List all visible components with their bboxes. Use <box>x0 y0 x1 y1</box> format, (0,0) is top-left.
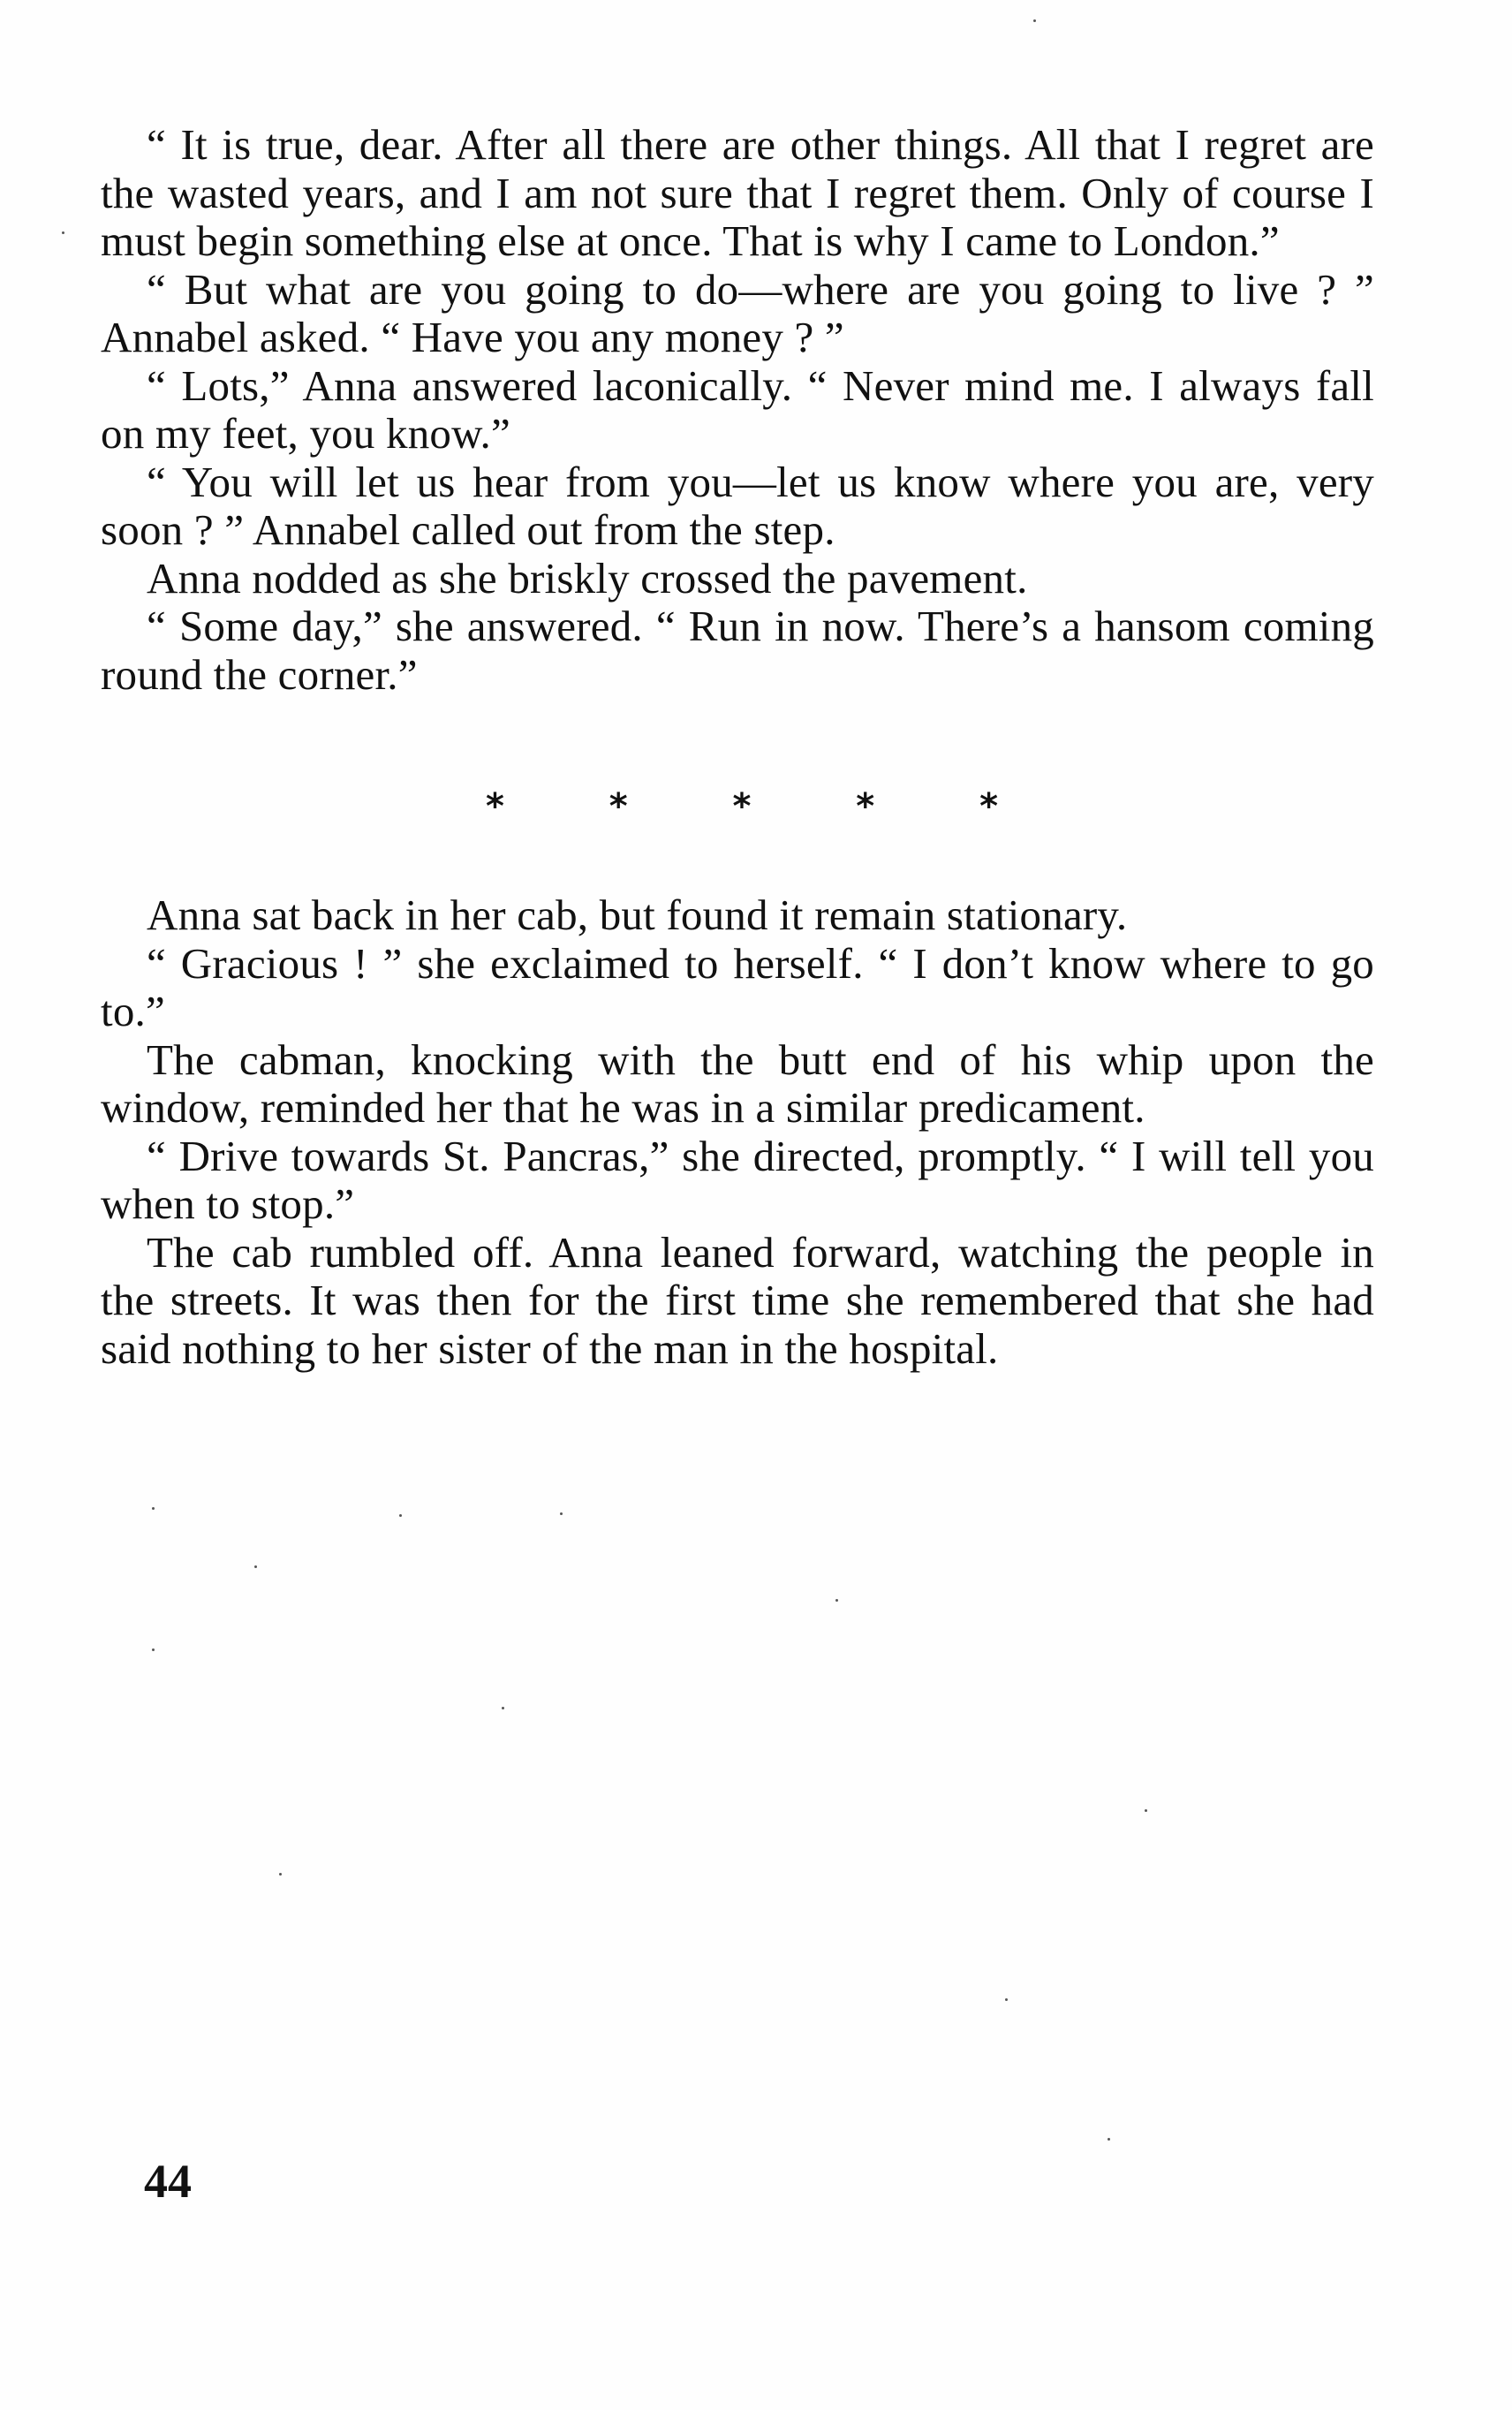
scan-speck <box>1005 1998 1008 2001</box>
scan-speck <box>502 1707 504 1709</box>
asterisk: * <box>732 786 752 827</box>
asterisk: * <box>979 786 998 827</box>
paragraph: “ It is true, dear. After all there are other things. All that I regret are the wasted years, and I am not sure that I regret them. Only of course I must begin something else at once. That is why I came to London.” <box>101 120 1374 265</box>
scan-speck <box>152 1648 155 1651</box>
section-break <box>486 786 998 827</box>
paragraph: The cab rumbled off. Anna leaned forward, watching the people in the streets. It was then for the first time she remembered that she had said nothing to her sister of the man in the hospital. <box>101 1227 1374 1373</box>
scan-speck <box>835 1599 838 1602</box>
scan-speck <box>399 1514 402 1517</box>
paragraph: “ Some day,” she answered. “ Run in now. There’s a hansom coming round the corner.” <box>101 602 1374 699</box>
scan-speck <box>1108 2138 1110 2141</box>
scan-speck <box>279 1873 282 1876</box>
scan-speck <box>560 1512 563 1515</box>
asterisk: * <box>486 786 504 827</box>
paragraph: “ Drive towards St. Pancras,” she directed, promptly. “ I will tell you when to stop.” <box>101 1131 1374 1228</box>
scan-speck <box>62 231 64 234</box>
scan-speck <box>152 1507 155 1510</box>
paragraph: The cabman, knocking with the butt end of his whip upon the window, reminded her that he was in a similar predicament. <box>101 1034 1374 1132</box>
paragraph: “ Gracious ! ” she exclaimed to herself. “ I don’t know where to go to.” <box>101 938 1374 1035</box>
paragraph: “ But what are you going to do—where are you going to live ? ” Annabel asked. “ Have you any money ? ” <box>101 264 1374 361</box>
text-block-before-break <box>101 121 1374 699</box>
scan-speck <box>1033 19 1036 22</box>
scan-speck <box>254 1565 257 1568</box>
paragraph: “ Lots,” Anna answered laconically. “ Never mind me. I always fall on my feet, you know.” <box>101 360 1374 458</box>
paragraph: Anna sat back in her cab, but found it remain stationary. <box>147 890 1128 939</box>
asterisk: * <box>856 786 875 827</box>
text-block-after-break <box>101 891 1374 1373</box>
paragraph: Anna nodded as she briskly crossed the pavement. <box>147 553 1028 602</box>
paragraph: “ You will let us hear from you—let us know where you are, very soon ? ” Annabel called out from the step. <box>101 457 1374 554</box>
page-number: 44 <box>144 2155 192 2208</box>
asterisk: * <box>609 786 628 827</box>
scan-speck <box>1145 1809 1147 1812</box>
